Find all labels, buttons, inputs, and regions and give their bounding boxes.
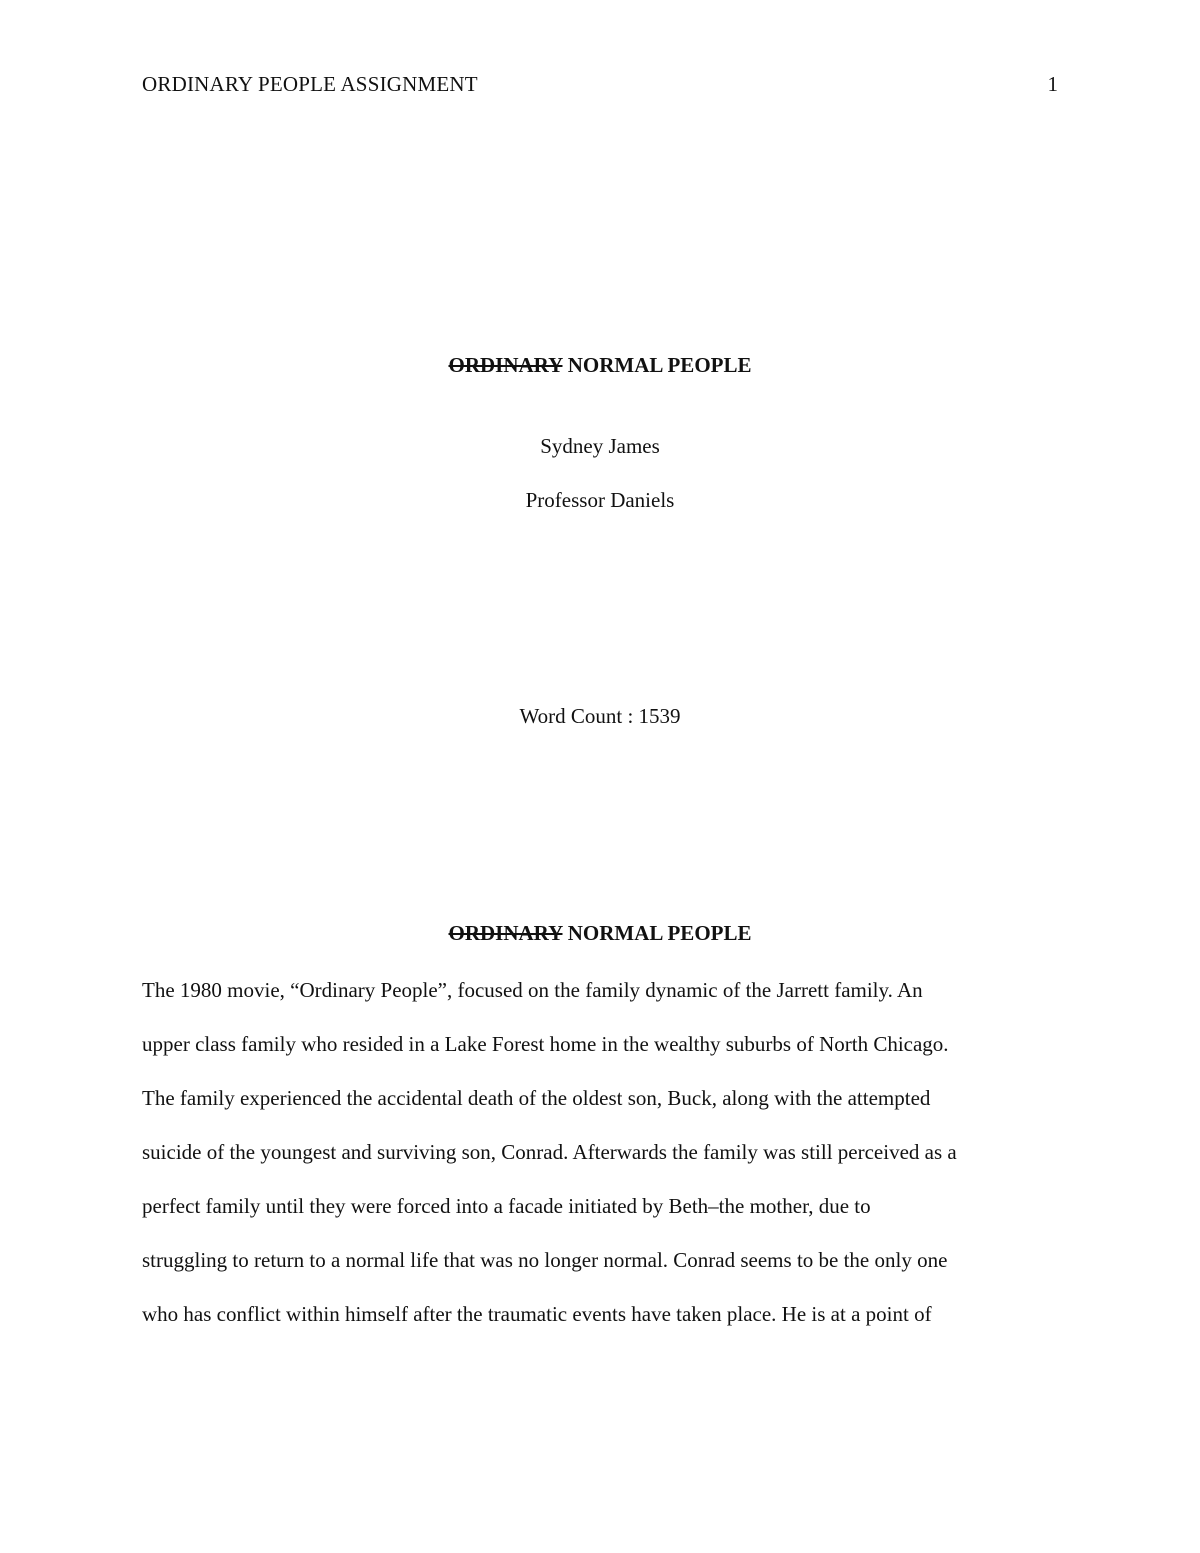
paragraph-line: The family experienced the accidental death of the oldest son, Buck, along with the attempted — [142, 1086, 931, 1110]
paragraph-line: The 1980 movie, “Ordinary People”, focused on the family dynamic of the Jarrett family. An — [142, 978, 923, 1002]
paragraph-line: upper class family who resided in a Lake Forest home in the wealthy suburbs of North Chicago. — [142, 1032, 949, 1056]
cover-title-struck-word: ORDINARY — [448, 353, 563, 377]
cover-title — [0, 353, 1200, 378]
paragraph-line: suicide of the youngest and surviving son, Conrad. Afterwards the family was still perceived as a — [142, 1140, 957, 1164]
body-paragraph — [142, 975, 1072, 1353]
body-title — [0, 921, 1200, 946]
body-title-text: NORMAL PEOPLE — [567, 921, 752, 945]
paragraph-line: struggling to return to a normal life that was no longer normal. Conrad seems to be the only one — [142, 1248, 948, 1272]
paragraph-line: who has conflict within himself after the traumatic events have taken place. He is at a point of — [142, 1302, 932, 1326]
running-head: ORDINARY PEOPLE ASSIGNMENT — [142, 72, 478, 96]
page-number: 1 — [1047, 72, 1058, 96]
author-name: Sydney James — [540, 434, 660, 458]
paragraph-line: perfect family until they were forced into a facade initiated by Beth–the mother, due to — [142, 1194, 871, 1218]
cover-title-text: NORMAL PEOPLE — [567, 353, 752, 377]
body-title-struck-word: ORDINARY — [448, 921, 563, 945]
professor-name: Professor Daniels — [525, 488, 675, 512]
word-count: Word Count : 1539 — [519, 704, 681, 728]
